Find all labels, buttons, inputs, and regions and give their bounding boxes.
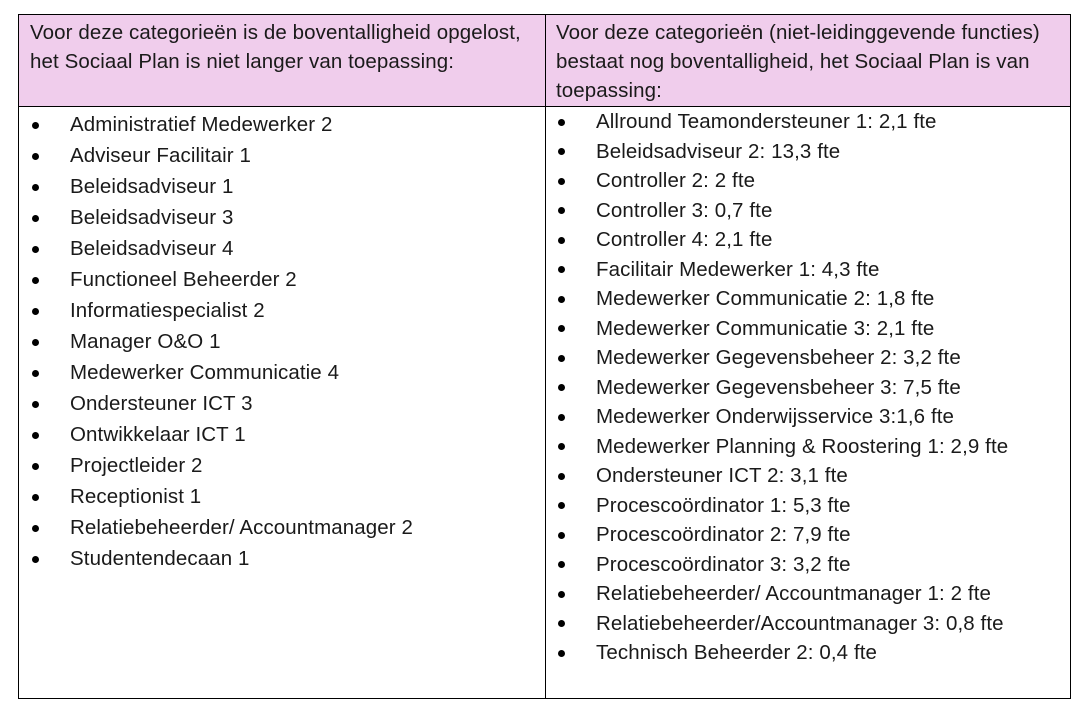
resolved-category-item (30, 171, 530, 202)
remaining-category-item (556, 373, 1066, 403)
bullet-icon (32, 525, 39, 532)
remaining-category-item (556, 579, 1066, 609)
remaining-category-item (556, 461, 1066, 491)
list-item-label: Controller 4: 2,1 fte (596, 228, 773, 251)
list-item-label: Adviseur Facilitair 1 (70, 144, 251, 167)
resolved-category-item (30, 295, 530, 326)
bullet-icon (32, 494, 39, 501)
bullet-icon (558, 207, 565, 214)
list-item-label: Relatiebeheerder/ Accountmanager 2 (70, 516, 414, 539)
resolved-category-item (30, 419, 530, 450)
column-divider (545, 15, 546, 698)
remaining-category-item (556, 402, 1066, 432)
bullet-icon (558, 178, 565, 185)
resolved-category-item (30, 543, 530, 574)
resolved-category-item (30, 233, 530, 264)
list-item-label: Technisch Beheerder 2: 0,4 fte (596, 641, 878, 664)
list-item-label: Ondersteuner ICT 2: 3,1 fte (596, 464, 848, 487)
bullet-icon (32, 370, 39, 377)
resolved-category-item (30, 264, 530, 295)
resolved-category-item (30, 357, 530, 388)
categories-table (18, 14, 1071, 699)
list-item-label: Controller 2: 2 fte (596, 169, 756, 192)
bullet-icon (558, 502, 565, 509)
list-item-label: Administratief Medewerker 2 (70, 113, 333, 136)
bullet-icon (558, 355, 565, 362)
resolved-categories-list (30, 109, 530, 574)
remaining-category-item (556, 520, 1066, 550)
remaining-category-item (556, 225, 1066, 255)
list-item-label: Procescoördinator 3: 3,2 fte (596, 552, 851, 576)
bullet-icon (32, 401, 39, 408)
resolved-category-item (30, 512, 530, 543)
list-item-label: Medewerker Communicatie 2: 1,8 fte (596, 287, 935, 310)
list-item-label: Procescoördinator 1: 5,3 fte (596, 493, 851, 517)
resolved-category-item (30, 481, 530, 512)
remaining-category-item (556, 432, 1066, 462)
list-item-label: Beleidsadviseur 1 (70, 175, 234, 198)
header-remaining-categories: Voor deze categorieën (niet-leidinggevende functies) bestaat nog boventalligheid, het Sociaal Plan is van toepassing: (556, 21, 1040, 102)
list-item-label: Allround Teamondersteuner 1: 2,1 fte (596, 110, 937, 133)
bullet-icon (32, 432, 39, 439)
resolved-category-item (30, 388, 530, 419)
bullet-icon (32, 215, 39, 222)
remaining-category-item (556, 491, 1066, 521)
bullet-icon (558, 237, 565, 244)
list-item-label: Beleidsadviseur 4 (70, 237, 234, 260)
bullet-icon (558, 148, 565, 155)
resolved-category-item (30, 202, 530, 233)
remaining-category-item (556, 609, 1066, 639)
list-item-label: Procescoördinator 2: 7,9 fte (596, 523, 851, 546)
remaining-category-item (556, 137, 1066, 167)
resolved-category-item (30, 450, 530, 481)
list-item-label: Controller 3: 0,7 fte (596, 198, 773, 222)
list-item-label: Manager O&O 1 (70, 330, 221, 353)
bullet-icon (558, 266, 565, 273)
remaining-category-item (556, 343, 1066, 373)
bullet-icon (32, 463, 39, 470)
remaining-category-item (556, 314, 1066, 344)
remaining-category-item (556, 107, 1066, 137)
list-item-label: Informatiespecialist 2 (70, 299, 265, 322)
bullet-icon (558, 119, 565, 126)
bullet-icon (558, 325, 565, 332)
list-item-label: Medewerker Communicatie 4 (70, 361, 340, 384)
list-item-label: Medewerker Gegevensbeheer 3: 7,5 fte (596, 375, 961, 399)
resolved-category-item (30, 326, 530, 357)
header-resolved-categories: Voor deze categorieën is de boventalligheid opgelost, het Sociaal Plan is niet langer van toepassing: (30, 21, 521, 73)
bullet-icon (558, 414, 565, 421)
bullet-icon (558, 443, 565, 450)
list-item-label: Ondersteuner ICT 3 (70, 392, 253, 415)
list-item-label: Beleidsadviseur 3 (70, 206, 234, 229)
bullet-icon (558, 591, 565, 598)
resolved-category-item (30, 140, 530, 171)
bullet-icon (558, 296, 565, 303)
bullet-icon (558, 620, 565, 627)
list-item-label: Medewerker Onderwijsservice 3:1,6 fte (596, 405, 955, 428)
bullet-icon (32, 308, 39, 315)
remaining-category-item (556, 638, 1066, 668)
bullet-icon (32, 184, 39, 191)
bullet-icon (32, 556, 39, 563)
remaining-category-item (556, 166, 1066, 196)
bullet-icon (558, 650, 565, 657)
resolved-category-item (30, 109, 530, 140)
bullet-icon (32, 277, 39, 284)
bullet-icon (32, 122, 39, 129)
list-item-label: Ontwikkelaar ICT 1 (70, 423, 246, 446)
bullet-icon (32, 339, 39, 346)
list-item-label: Medewerker Communicatie 3: 2,1 fte (596, 316, 935, 340)
list-item-label: Relatiebeheerder/Accountmanager 3: 0,8 fte (596, 611, 1004, 635)
remaining-category-item (556, 550, 1066, 580)
list-item-label: Relatiebeheerder/ Accountmanager 1: 2 fte (596, 582, 991, 605)
list-item-label: Beleidsadviseur 2: 13,3 fte (596, 139, 841, 163)
bullet-icon (558, 561, 565, 568)
list-item-label: Medewerker Planning & Roostering 1: 2,9 fte (596, 434, 1009, 458)
list-item-label: Medewerker Gegevensbeheer 2: 3,2 fte (596, 346, 961, 369)
list-item-label: Projectleider 2 (70, 454, 203, 477)
bullet-icon (558, 384, 565, 391)
bullet-icon (558, 532, 565, 539)
bullet-icon (32, 246, 39, 253)
bullet-icon (32, 153, 39, 160)
remaining-category-item (556, 255, 1066, 285)
list-item-label: Facilitair Medewerker 1: 4,3 fte (596, 257, 880, 281)
bullet-icon (558, 473, 565, 480)
list-item-label: Functioneel Beheerder 2 (70, 268, 297, 291)
remaining-category-item (556, 196, 1066, 226)
list-item-label: Studentendecaan 1 (70, 547, 250, 570)
remaining-category-item (556, 284, 1066, 314)
remaining-categories-list (556, 107, 1066, 668)
list-item-label: Receptionist 1 (70, 485, 202, 508)
